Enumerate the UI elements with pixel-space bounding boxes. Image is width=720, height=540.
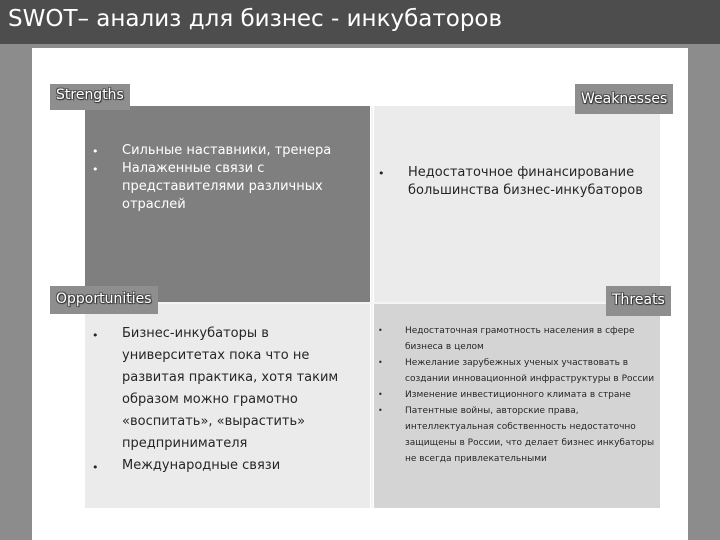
weaknesses-label: Weaknesses bbox=[575, 84, 673, 114]
threat-text: Нежелание зарубежных ученых участвовать в создании инновационной инфраструктуры в России bbox=[405, 358, 655, 384]
list-item bbox=[92, 142, 362, 160]
threat-text: Патентные войны, авторские права, интеллектуальная собственность недостаточно защищены в России, что делает бизнес инкубаторы не всегда привлекательными bbox=[405, 406, 655, 464]
vertical-divider bbox=[371, 106, 373, 508]
list-item bbox=[92, 323, 368, 455]
bullet-icon: • bbox=[378, 390, 383, 399]
strength-text: Налаженные связи с представителями различных отраслей bbox=[122, 161, 323, 212]
opportunity-text: Бизнес-инкубаторы в университетах пока что не развитая практика, хотя таким образом можно грамотно «воспитать», «вырастить» предпринимателя bbox=[122, 326, 339, 451]
bullet-icon: • bbox=[378, 326, 383, 335]
list-item bbox=[92, 160, 362, 214]
list-item bbox=[378, 355, 658, 387]
weakness-text: Недостаточное финансирование большинства бизнес-инкубаторов bbox=[408, 165, 643, 198]
list-item bbox=[378, 164, 656, 200]
opportunities-label: Opportunities bbox=[50, 286, 158, 314]
weaknesses-list bbox=[378, 164, 656, 200]
bullet-icon: • bbox=[92, 461, 99, 474]
list-item bbox=[378, 387, 658, 403]
list-item bbox=[378, 323, 658, 355]
title-bar bbox=[0, 0, 720, 44]
strengths-label: Strengths bbox=[50, 84, 130, 110]
bullet-icon: • bbox=[378, 406, 383, 415]
slide-title: SWOT– анализ для бизнес - инкубаторов bbox=[8, 6, 503, 32]
opportunity-text: Международные связи bbox=[122, 458, 281, 473]
threats-list bbox=[378, 323, 658, 467]
horizontal-divider bbox=[85, 302, 660, 304]
bullet-icon: • bbox=[92, 163, 99, 176]
bullet-icon: • bbox=[92, 329, 99, 342]
list-item bbox=[92, 455, 368, 477]
bullet-icon: • bbox=[378, 167, 385, 180]
threat-text: Недостаточная грамотность населения в сфере бизнеса в целом bbox=[405, 326, 635, 352]
threats-label: Threats bbox=[606, 286, 671, 316]
strength-text: Сильные наставники, тренера bbox=[122, 143, 332, 158]
strengths-list bbox=[92, 142, 362, 214]
weaknesses-quadrant bbox=[374, 106, 660, 304]
list-item bbox=[378, 403, 658, 467]
opportunities-list bbox=[92, 323, 368, 477]
threat-text: Изменение инвестиционного климата в стране bbox=[405, 390, 631, 400]
bullet-icon: • bbox=[378, 358, 383, 367]
bullet-icon: • bbox=[92, 145, 99, 158]
